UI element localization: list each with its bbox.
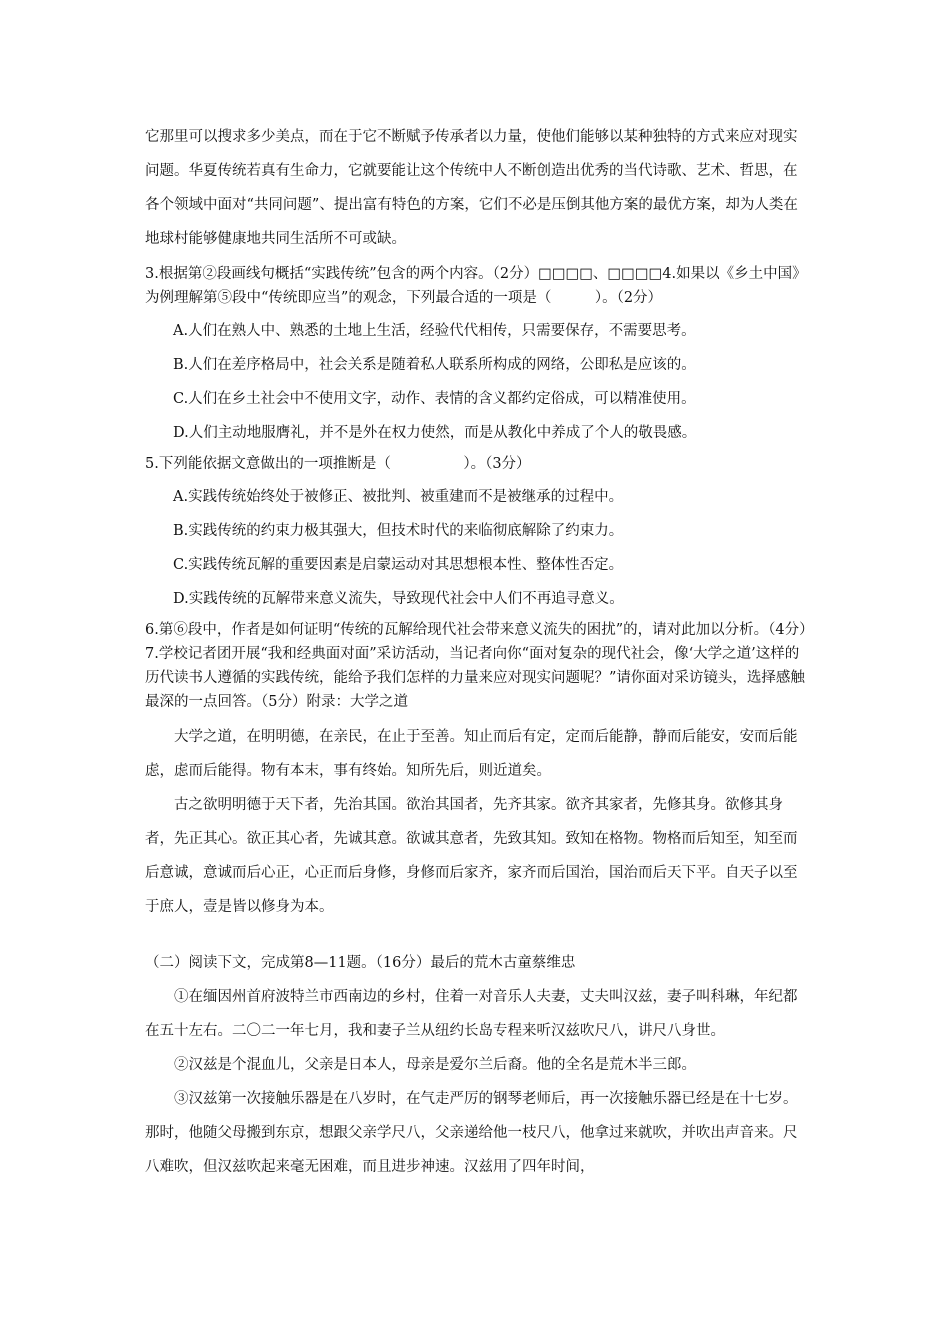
question-3-4: 3.根据第②段画线句概括“实践传统”包含的两个内容。（2分）□□□□、□□□□4.如果以《乡土中国》为例理解第⑤段中“传统即应当”的观念，下列最合适的一项是（ ）。（2分） [145, 266, 807, 306]
option-d: D.人们主动地服膺礼，并不是外在权力使然，而是从教化中养成了个人的敬畏感。 [173, 425, 697, 441]
section-two-heading: （二）阅读下文，完成第8—11题。（16分）最后的荒木古童蔡维忠 [145, 955, 576, 971]
option-d: D.实践传统的瓦解带来意义流失，导致现代社会中人们不再追寻意义。 [173, 591, 624, 607]
option-b: B.实践传统的约束力极其强大，但技术时代的来临彻底解除了约束力。 [173, 523, 624, 539]
appendix-paragraph-2: 古之欲明明德于天下者，先治其国。欲治其国者，先齐其家。欲齐其家者，先修其身。欲修其身者，先正其心。欲正其心者，先诚其意。欲诚其意者，先致其知。致知在格物。物格而后知至，知至而后意诚，意诚而后心正，心正而后身修，身修而后家齐，家齐而后国治，国治而后天下平。自天子以至于庶人，壹是皆以修身为本。 [145, 797, 798, 915]
option-b: B.人们在差序格局中，社会关系是随着私人联系所构成的网络，公即私是应该的。 [173, 357, 696, 373]
story-paragraph-1: ①在缅因州首府波特兰市西南边的乡村，住着一对音乐人夫妻，丈夫叫汉兹，妻子叫科琳，年纪都在五十左右。二〇二一年七月，我和妻子兰从纽约长岛专程来听汉兹吹尺八，讲尺八身世。 [145, 989, 798, 1039]
question-5-options [145, 480, 810, 616]
option-c: C.人们在乡土社会中不使用文字，动作、表情的含义都约定俗成，可以精准使用。 [173, 391, 696, 407]
option-c: C.实践传统瓦解的重要因素是启蒙运动对其思想根本性、整体性否定。 [173, 557, 624, 573]
option-a: A.实践传统始终处于被修正、被批判、被重建而不是被继承的过程中。 [173, 489, 624, 505]
story-paragraph-3: ③汉兹第一次接触乐器是在八岁时，在气走严厉的钢琴老师后，再一次接触乐器已经是在十七岁。那时，他随父母搬到东京，想跟父亲学尺八，父亲递给他一枝尺八，他拿过来就吹，并吹出声音来。尺八难吹，但汉兹吹起来毫无困难，而且进步神速。汉兹用了四年时间， [145, 1091, 798, 1175]
document-body [145, 120, 810, 1184]
question-5: 5.下列能依据文意做出的一项推断是（ ）。（3分） [145, 456, 531, 472]
story-paragraph-2: ②汉兹是个混血儿，父亲是日本人，母亲是爱尔兰后裔。他的全名是荒木半三郎。 [174, 1057, 696, 1073]
appendix-paragraph-1: 大学之道，在明明德，在亲民，在止于至善。知止而后有定，定而后能静，静而后能安，安而后能虑，虑而后能得。物有本末，事有终始。知所先后，则近道矣。 [145, 729, 798, 779]
continuation-paragraph: 它那里可以搜求多少美点，而在于它不断赋予传承者以力量，使他们能够以某种独特的方式来应对现实问题。华夏传统若真有生命力，它就要能让这个传统中人不断创造出优秀的当代诗歌、艺术、哲思，在各个领域中面对“共同问题”、提出富有特色的方案，它们不必是压倒其他方案的最优方案，却为人类在地球村能够健康地共同生活所不可或缺。 [145, 129, 798, 247]
question-6-7: 6.第⑥段中，作者是如何证明“传统的瓦解给现代社会带来意义流失的困扰”的，请对此加以分析。（4分）7.学校记者团开展“我和经典面对面”采访活动，当记者向你“面对复杂的现代社会，像‘大学之道’这样的历代读书人遵循的实践传统，能给予我们怎样的力量来应对现实问题呢？”请你面对采访镜头，选择感触最深的一点回答。（5分）附录：大学之道 [145, 622, 807, 710]
option-a: A.人们在熟人中、熟悉的土地上生活，经验代代相传，只需要保存，不需要思考。 [173, 323, 696, 339]
question-4-options [145, 314, 810, 450]
